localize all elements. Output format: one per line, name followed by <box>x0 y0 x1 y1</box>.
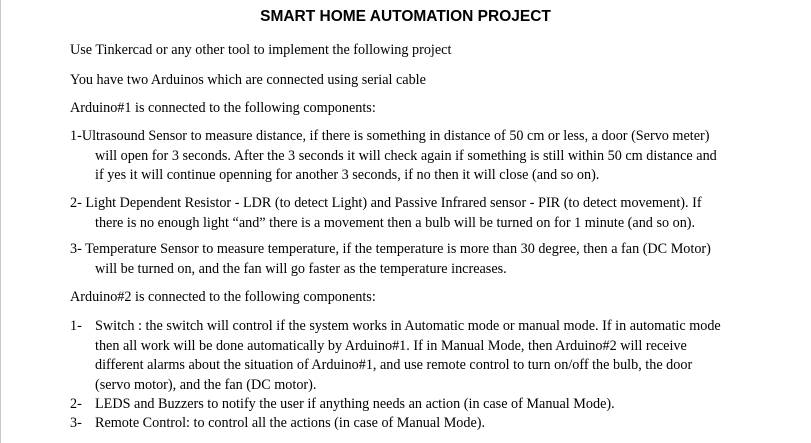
page-left-edge <box>0 0 1 443</box>
list-item-line: LEDS and Buzzers to notify the user if anything needs an action (in case of Manual Mode). <box>95 396 615 412</box>
list-item-body <box>95 317 721 395</box>
list-item-number: 2- <box>70 396 82 412</box>
list-item-line: Remote Control: to control all the actions (in case of Manual Mode). <box>95 415 486 431</box>
list-item-line: 3- Temperature Sensor to measure temperature, if the temperature is more than 30 degree, then a fan (DC Motor) <box>70 241 711 257</box>
list-item-line: 2- Light Dependent Resistor - LDR (to detect Light) and Passive Infrared sensor - PIR (to detect movement). If <box>70 195 702 211</box>
list-item-body <box>95 414 485 434</box>
list-item-line: different alarms about the situation of Arduino#1, and use remote control to turn on/off the bulb, the door <box>95 357 693 373</box>
list-item-line: will open for 3 seconds. After the 3 seconds it will check again if something is still within 50 cm distance and <box>95 147 717 164</box>
list-item-line: will be turned on, and the fan will go faster as the temperature increases. <box>95 260 507 277</box>
list-item-number: 3- <box>70 415 82 431</box>
intro-paragraph-arduinos: You have two Arduinos which are connected using serial cable <box>70 72 426 88</box>
arduino2-heading: Arduino#2 is connected to the following components: <box>70 289 376 305</box>
arduino1-heading: Arduino#1 is connected to the following components: <box>70 100 376 116</box>
list-item-line: there is no enough light “and” there is a movement then a bulb will be turned on for 1 minute (and so on). <box>95 214 696 231</box>
list-item-line: then all work will be done automatically by Arduino#1. If in Manual Mode, then Arduino#2 will receive <box>95 337 687 354</box>
arduino1-item-ultrasound <box>70 127 806 186</box>
list-item-number: 1- <box>70 318 82 334</box>
document-title: SMART HOME AUTOMATION PROJECT <box>260 8 551 25</box>
list-item-line: if yes it will continue openning for another 3 seconds, if no then it will close (and so on). <box>95 167 600 183</box>
arduino1-item-temperature <box>70 240 806 279</box>
intro-paragraph-tool: Use Tinkercad or any other tool to implement the following project <box>70 42 452 58</box>
list-item-body <box>95 395 615 415</box>
list-item-line: (servo motor), and the fan (DC motor). <box>95 376 317 393</box>
list-item-line: Switch : the switch will control if the system works in Automatic mode or manual mode. If in automatic mode <box>95 318 721 334</box>
arduino1-item-ldr-pir <box>70 194 806 233</box>
list-item-line: 1-Ultrasound Sensor to measure distance, if there is something in distance of 50 cm or less, a door (Servo meter) <box>70 128 710 144</box>
